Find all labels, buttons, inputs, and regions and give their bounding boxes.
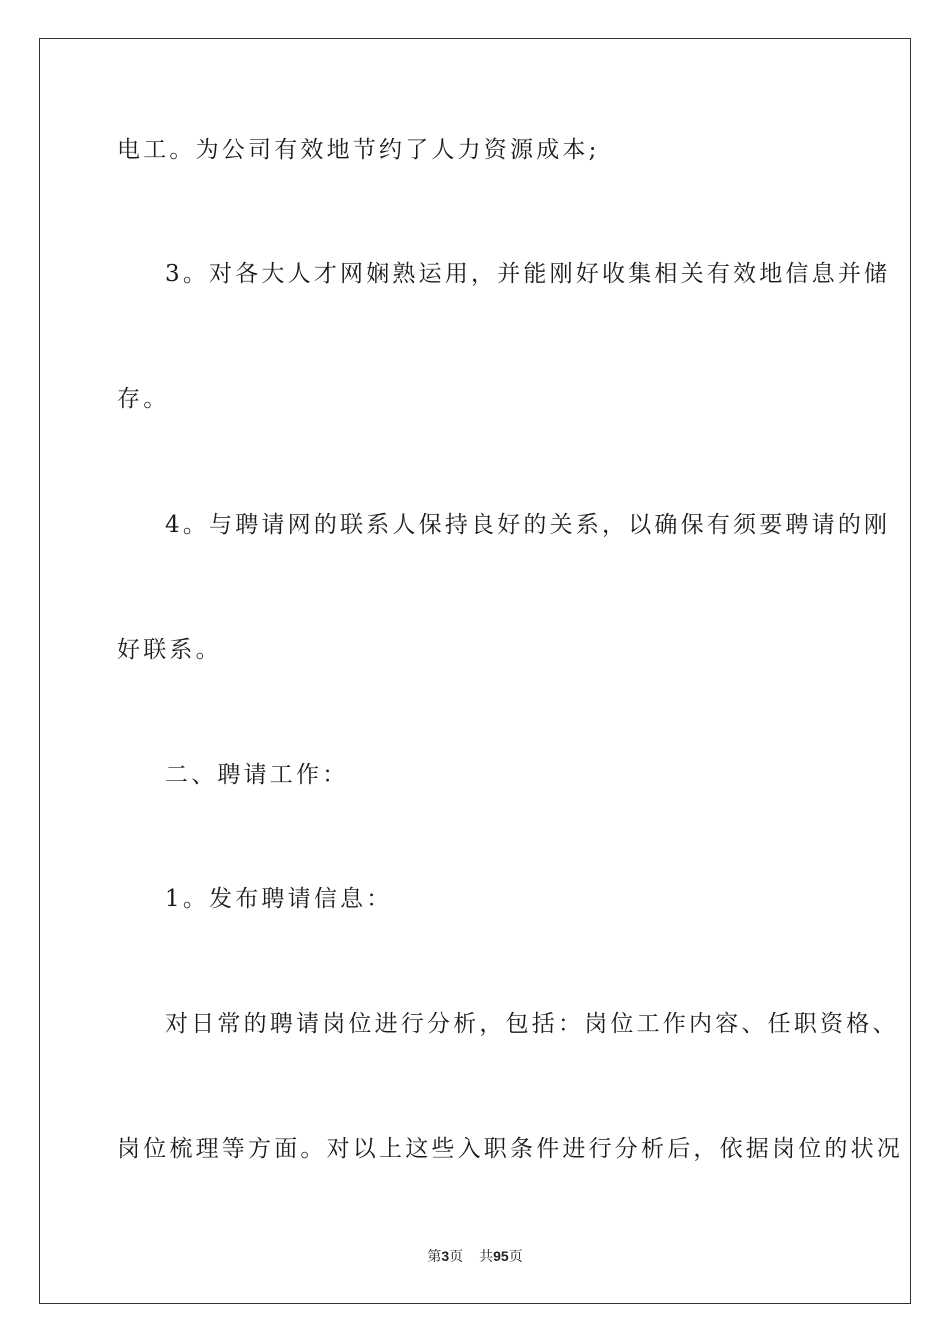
paragraph-line-1: 电工。为公司有效地节约了人力资源成本; (117, 137, 600, 163)
footer-prefix: 第 (427, 1249, 442, 1265)
footer-page-suffix: 页 (449, 1249, 464, 1265)
footer-total-suffix: 页 (508, 1249, 523, 1265)
paragraph-line-7: 岗位梳理等方面。对以上这些入职条件进行分析后，依据岗位的状况 (117, 1136, 903, 1162)
footer-page-number: 3 (441, 1248, 450, 1264)
paragraph-line-5: 好联系。 (117, 637, 222, 663)
paragraph-line-3: 存。 (117, 386, 170, 412)
subsection-heading: 1。发布聘请信息： (165, 886, 393, 912)
paragraph-line-2: 3。对各大人才网娴熟运用，并能刚好收集相关有效地信息并储 (165, 261, 891, 287)
page-border (39, 38, 911, 1304)
section-heading: 二、聘请工作： (165, 762, 349, 788)
page-footer (0, 1247, 950, 1266)
paragraph-line-4: 4。与聘请网的联系人保持良好的关系，以确保有须要聘请的刚 (165, 512, 891, 538)
footer-total-prefix: 共 (479, 1249, 494, 1265)
footer-total-pages: 95 (493, 1248, 509, 1264)
paragraph-line-6: 对日常的聘请岗位进行分析，包括：岗位工作内容、任职资格、 (165, 1011, 899, 1037)
